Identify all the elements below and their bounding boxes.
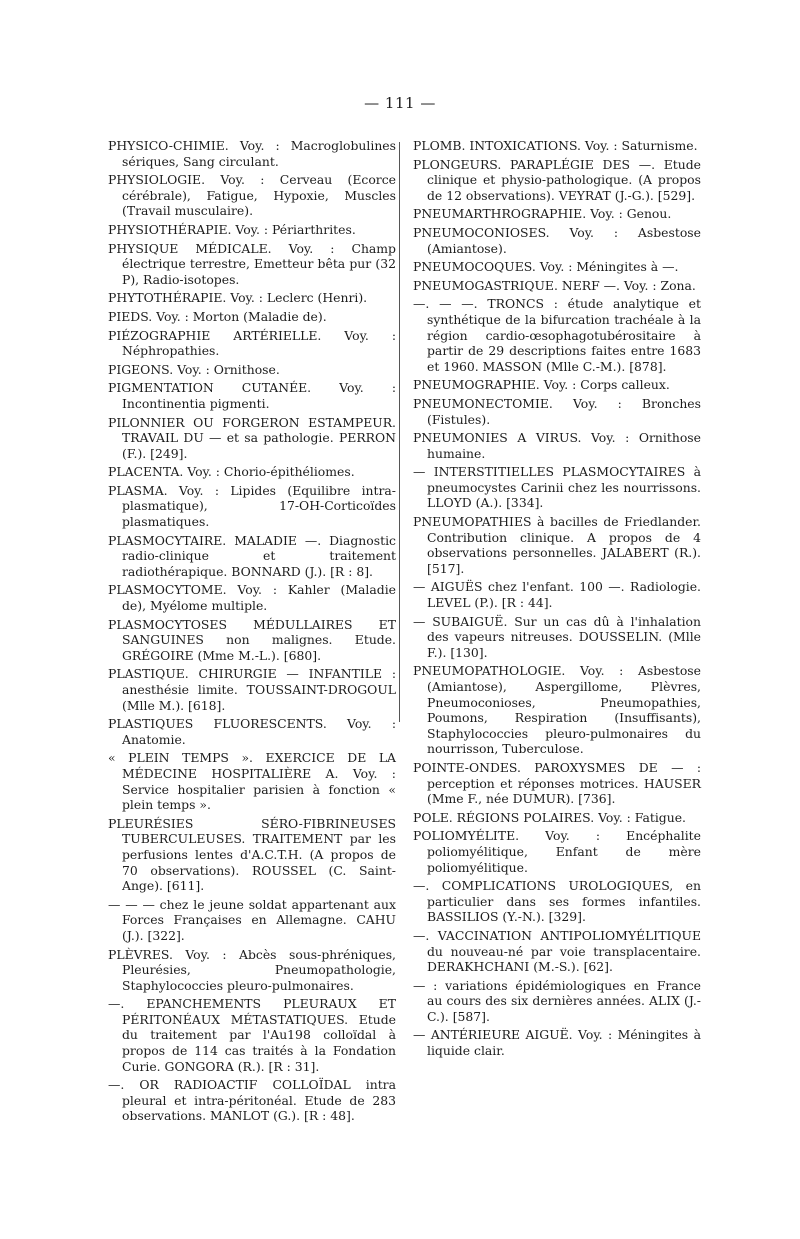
index-entry-plasmocytome: PLASMOCYTOME. Voy. : Kahler (Maladie de), Myélome multiple.	[108, 582, 396, 614]
index-entry-piezographie: PIÉZOGRAPHIE ARTÉRIELLE. Voy. : Néphropathies.	[108, 327, 396, 359]
index-entry-plasmocytaire: PLASMOCYTAIRE. MALADIE —. Diagnostic radio-clinique et traitement radiothérapique. BONNARD (J.). [R : 8].	[108, 532, 396, 579]
index-entry-pole: POLE. RÉGIONS POLAIRES. Voy. : Fatigue.	[413, 809, 686, 825]
index-entry-pneumoconioses: PNEUMOCONIOSES. Voy. : Asbestose (Amiantose).	[413, 224, 701, 256]
index-entry-physique-medicale: PHYSIQUE MÉDICALE. Voy. : Champ électrique terrestre, Emetteur bêta pur (32 P), Radio-isotopes.	[108, 240, 396, 287]
index-entry-plevres: PLÈVRES. Voy. : Abcès sous-phréniques, Pleurésies, Pneumopathologie, Staphylococcies pleuro-pulmonaires.	[108, 946, 396, 993]
index-subentry-subaigue: — SUBAIGUË. Sur un cas dû à l'inhalation des vapeurs nitreuses. DOUSSELIN. (Mlle F.). [130].	[413, 613, 701, 660]
column-divider	[399, 142, 400, 722]
index-entry-pointe-ondes: POINTE-ONDES. PAROXYSMES DE — : perception et réponses motrices. HAUSER (Mme F., née DUMUR). [736].	[413, 759, 701, 807]
index-entry-plomb: PLOMB. INTOXICATIONS. Voy. : Saturnisme.	[413, 138, 698, 153]
index-entry-pneumocoques: PNEUMOCOQUES. Voy. : Méningites à —.	[413, 259, 679, 275]
index-subentry-anterieure-aigue: — ANTÉRIEURE AIGUË. Voy. : Méningites à liquide clair.	[413, 1027, 701, 1059]
index-entry-pigeons: PIGEONS. Voy. : Ornithose.	[108, 361, 280, 377]
index-entry-placenta: PLACENTA. Voy. : Chorio-épithéliomes.	[108, 464, 355, 480]
index-subentry-pleuresies-soldat: — — — chez le jeune soldat appartenant aux Forces Françaises en Allemagne. CAHU (J.). [322].	[108, 896, 396, 943]
index-entry-phytotherapie: PHYTOTHÉRAPIE. Voy. : Leclerc (Henri).	[108, 290, 368, 306]
index-entry-physiologie: PHYSIOLOGIE. Voy. : Cerveau (Ecorce cérébrale), Fatigue, Hypoxie, Muscles (Travail musculaire).	[108, 172, 396, 219]
index-entry-pigmentation: PIGMENTATION CUTANÉE. Voy. : Incontinentia pigmenti.	[108, 380, 396, 411]
index-entry-physiotherapie: PHYSIOTHÉRAPIE. Voy. : Périarthrites.	[108, 221, 356, 237]
index-entry-pneumopathies: PNEUMOPATHIES à bacilles de Friedlander. Contribution clinique. A propos de 4 observations personnelles. JALABERT (R.). [517].	[413, 514, 701, 576]
index-entry-plastique: PLASTIQUE. CHIRURGIE — INFANTILE : anesthésie limite. TOUSSAINT-DROGOUL (Mlle M.). [618].	[108, 666, 396, 713]
index-entry-pneumarthrographie: PNEUMARTHROGRAPHIE. Voy. : Genou.	[413, 206, 672, 222]
index-subentry-or-radioactif: —. OR RADIOACTIF COLLOÏDAL intra pleural et intra-péritonéal. Etude de 283 observations. MANLOT (G.). [R : 48].	[108, 1077, 396, 1124]
index-subentry-variations: — : variations épidémiologiques en France au cours des six dernières années. ALIX (J.-C.). [587].	[413, 977, 701, 1024]
index-entry-plongeurs: PLONGEURS. PARAPLÉGIE DES —. Etude clinique et physio-pathologique. (A propos de 12 observations). VEYRAT (J.-G.). [529].	[413, 156, 701, 203]
index-column-left	[108, 138, 396, 1127]
index-entry-plein-temps: « PLEIN TEMPS ». EXERCICE DE LA MÉDECINE HOSPITALIÈRE A. Voy. : Service hospitalier parisien à fonction « plein temps ».	[108, 750, 396, 813]
index-subentry-troncs: —. — —. TRONCS : étude analytique et synthétique de la bifurcation trachéale à la région cardio-œsophagotubérositaire à partir de 29 descriptions faites entre 1683 et 1960. MASSON (Mlle C.-M.). [878].	[413, 296, 701, 374]
index-entry-pneumogastrique: PNEUMOGASTRIQUE. NERF —. Voy. : Zona.	[413, 277, 696, 293]
index-subentry-vaccination: —. VACCINATION ANTIPOLIOMYÉLITIQUE du nouveau-né par voie transplacentaire. DERAKHCHANI (M.-S.). [62].	[413, 927, 701, 975]
index-column-right	[413, 138, 701, 1062]
index-entry-pilonnier: PILONNIER OU FORGERON ESTAMPEUR. TRAVAIL DU — et sa pathologie. PERRON (F.). [249].	[108, 414, 396, 461]
index-subentry-aigues: — AIGUËS chez l'enfant. 100 —. Radiologie. LEVEL (P.). [R : 44].	[413, 579, 701, 611]
index-entry-plasmocytoses: PLASMOCYTOSES MÉDULLAIRES ET SANGUINES non malignes. Etude. GRÉGOIRE (Mme M.-L.). [680].	[108, 616, 396, 663]
index-subentry-epanchements: —. EPANCHEMENTS PLEURAUX ET PÉRITONÉAUX MÉTASTATIQUES. Etude du traitement par l'Au198 colloïdal à propos de 114 cas traités à la Fondation Curie. GONGORA (R.). [R : 31].	[108, 996, 396, 1074]
index-entry-pleuresies: PLEURÉSIES SÉRO-FIBRINEUSES TUBERCULEUSES. TRAITEMENT par les perfusions lentes d'A.C.T.H. (A propos de 70 observations). ROUSSEL (C. Saint-Ange). [611].	[108, 815, 396, 894]
index-entry-plasma: PLASMA. Voy. : Lipides (Equilibre intra-plasmatique), 17-OH-Corticoïdes plasmatiques.	[108, 482, 396, 530]
index-entry-pieds: PIEDS. Voy. : Morton (Maladie de).	[108, 308, 327, 324]
index-entry-pneumonies: PNEUMONIES A VIRUS. Voy. : Ornithose humaine.	[413, 430, 701, 461]
index-entry-plastiques: PLASTIQUES FLUORESCENTS. Voy. : Anatomie.	[108, 716, 396, 747]
index-entry-poliomyelite: POLIOMYÉLITE. Voy. : Encéphalite poliomyélitique, Enfant de mère poliomyélitique.	[413, 828, 701, 875]
page-number: — 111 —	[364, 94, 436, 112]
index-entry-pneumonectomie: PNEUMONECTOMIE. Voy. : Bronches (Fistules).	[413, 395, 701, 427]
index-subentry-complications: —. COMPLICATIONS UROLOGIQUES, en particulier dans ses formes infantiles. BASSILIOS (Y.-N.). [329].	[413, 878, 701, 925]
index-entry-physico-chimie: PHYSICO-CHIMIE. Voy. : Macroglobulines sériques, Sang circulant.	[108, 138, 396, 169]
index-subentry-interstitielles: — INTERSTITIELLES PLASMOCYTAIRES à pneumocystes Carinii chez les nourrissons. LLOYD (A.). [334].	[413, 464, 701, 511]
index-entry-pneumopathologie: PNEUMOPATHOLOGIE. Voy. : Asbestose (Amiantose), Aspergillome, Plèvres, Pneumoconioses, Pneumopathies, Poumons, Respiration (Insuffisants), Staphylococcies pleuro-pulmonaires du nourrisson, Tuberculose.	[413, 663, 701, 757]
index-entry-pneumographie: PNEUMOGRAPHIE. Voy. : Corps calleux.	[413, 377, 670, 393]
